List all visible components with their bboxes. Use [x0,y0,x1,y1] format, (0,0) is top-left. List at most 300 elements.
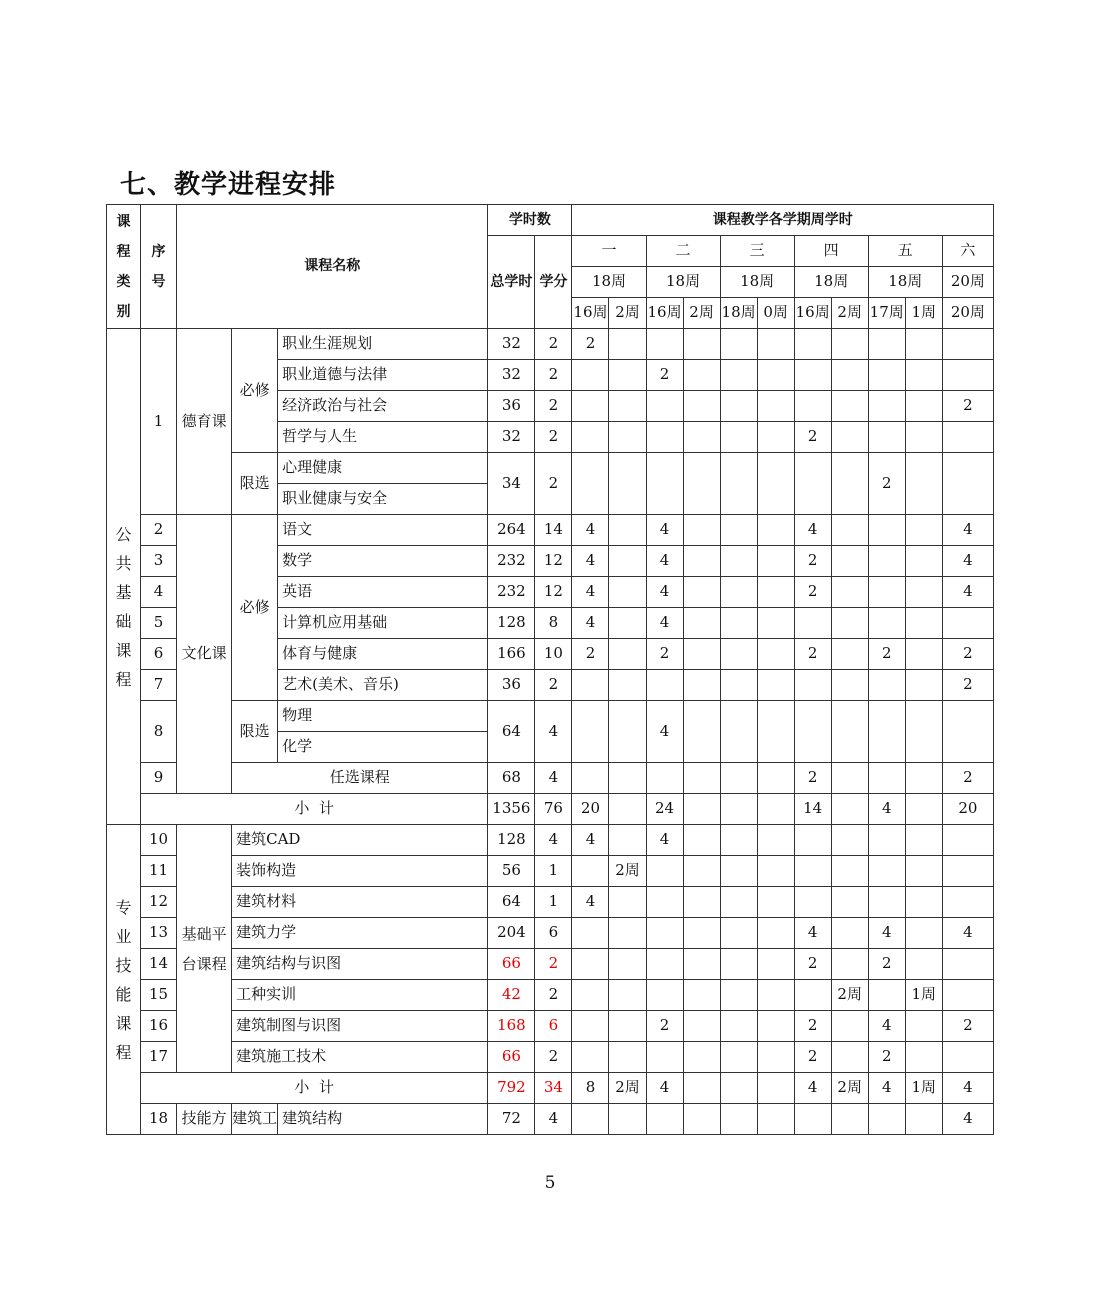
weekly-hours-cell [720,887,757,918]
semester-2: 二 [646,236,720,267]
weekly-hours-cell [868,546,905,577]
weekly-hours-cell [609,825,646,856]
row-index: 4 [141,577,177,608]
weekly-hours-cell [646,329,683,360]
weekly-hours-cell [757,794,794,825]
header-hours-group: 学时数 [488,205,572,236]
sub-weeks-cell: 16周 [572,298,609,329]
credits-cell: 2 [535,670,572,701]
credits-cell: 1 [535,856,572,887]
weekly-hours-cell [757,670,794,701]
credits-cell: 2 [535,329,572,360]
weekly-hours-cell: 2 [794,422,831,453]
weekly-hours-cell [683,577,720,608]
semester-weeks-1: 18周 [572,267,646,298]
weekly-hours-cell: 4 [646,608,683,639]
row-index: 6 [141,639,177,670]
weekly-hours-cell [831,1104,868,1135]
row-index: 5 [141,608,177,639]
total-hours-cell: 34 [488,453,535,515]
weekly-hours-cell [609,701,646,763]
weekly-hours-cell [831,546,868,577]
course-name: 建筑力学 [232,918,488,949]
credits-cell: 4 [535,701,572,763]
credits-cell: 12 [535,577,572,608]
limited-label: 限选 [232,701,278,763]
credits-cell: 1 [535,887,572,918]
weekly-hours-cell [683,608,720,639]
weekly-hours-cell [757,391,794,422]
weekly-hours-cell [831,918,868,949]
weekly-hours-cell [683,949,720,980]
weekly-hours-cell [831,360,868,391]
weekly-hours-cell: 4 [572,546,609,577]
weekly-hours-cell [868,577,905,608]
weekly-hours-cell: 2 [646,360,683,391]
subtotal-label: 小 计 [141,1073,488,1104]
sub-weeks-cell: 20周 [942,298,993,329]
weekly-hours-cell [720,329,757,360]
weekly-hours-cell: 2周 [831,980,868,1011]
weekly-hours-cell [572,1011,609,1042]
weekly-hours-cell [646,1104,683,1135]
weekly-hours-cell [683,670,720,701]
weekly-hours-cell [905,329,942,360]
credits-cell: 2 [535,980,572,1011]
course-name: 任选课程 [232,763,488,794]
course-name: 职业健康与安全 [278,484,488,515]
weekly-hours-cell [905,639,942,670]
semester-weeks-6: 20周 [942,267,993,298]
weekly-hours-cell [720,1042,757,1073]
weekly-hours-cell [905,453,942,515]
weekly-hours-cell [757,329,794,360]
total-hours-cell: 204 [488,918,535,949]
weekly-hours-cell [683,515,720,546]
weekly-hours-cell: 2 [794,1011,831,1042]
course-name: 建筑制图与识图 [232,1011,488,1042]
weekly-hours-cell [905,856,942,887]
row-index: 10 [141,825,177,856]
total-hours-cell: 56 [488,856,535,887]
weekly-hours-cell [609,887,646,918]
weekly-hours-cell [572,980,609,1011]
weekly-hours-cell [757,577,794,608]
weekly-hours-cell: 4 [942,1104,993,1135]
weekly-hours-cell [609,918,646,949]
weekly-hours-cell [609,1011,646,1042]
weekly-hours-cell [720,1011,757,1042]
weekly-hours-cell [905,391,942,422]
credits-cell: 4 [535,825,572,856]
weekly-hours-cell [683,453,720,515]
weekly-hours-cell [868,887,905,918]
weekly-hours-cell [794,670,831,701]
credits-cell: 4 [535,763,572,794]
total-hours-cell: 42 [488,980,535,1011]
weekly-hours-cell: 2 [794,546,831,577]
weekly-hours-cell [757,453,794,515]
weekly-hours-cell: 4 [868,794,905,825]
weekly-hours-cell [720,391,757,422]
page-number: 5 [544,1173,556,1193]
weekly-hours-cell [942,980,993,1011]
credits-cell: 34 [535,1073,572,1104]
weekly-hours-cell [572,1104,609,1135]
weekly-hours-cell: 1周 [905,980,942,1011]
weekly-hours-cell [905,794,942,825]
weekly-hours-cell: 2 [572,639,609,670]
total-hours-cell: 232 [488,546,535,577]
weekly-hours-cell [609,577,646,608]
weekly-hours-cell [905,577,942,608]
weekly-hours-cell [757,1073,794,1104]
weekly-hours-cell [905,918,942,949]
sub-weeks-cell: 17周 [868,298,905,329]
weekly-hours-cell [831,856,868,887]
weekly-hours-cell: 2 [942,670,993,701]
weekly-hours-cell [794,360,831,391]
course-name: 计算机应用基础 [278,608,488,639]
weekly-hours-cell: 14 [794,794,831,825]
weekly-hours-cell [720,546,757,577]
category-professional-skills: 专 业 技 能 课 程 [107,825,141,1135]
subtotal-label: 小 计 [141,794,488,825]
weekly-hours-cell [794,856,831,887]
header-category: 课 程 类 别 [107,205,141,329]
credits-cell: 2 [535,391,572,422]
weekly-hours-cell [757,856,794,887]
total-hours-cell: 32 [488,360,535,391]
credits-cell: 8 [535,608,572,639]
weekly-hours-cell [609,1104,646,1135]
weekly-hours-cell [794,825,831,856]
course-name: 建筑施工技术 [232,1042,488,1073]
weekly-hours-cell [831,577,868,608]
weekly-hours-cell [905,546,942,577]
weekly-hours-cell [905,763,942,794]
total-hours-cell: 66 [488,949,535,980]
semester-weeks-4: 18周 [794,267,868,298]
weekly-hours-cell [757,360,794,391]
weekly-hours-cell [757,918,794,949]
weekly-hours-cell [720,794,757,825]
weekly-hours-cell [757,515,794,546]
weekly-hours-cell: 2 [794,639,831,670]
weekly-hours-cell [868,980,905,1011]
credits-cell: 6 [535,1011,572,1042]
weekly-hours-cell [868,670,905,701]
semester-weeks-3: 18周 [720,267,794,298]
total-hours-cell: 64 [488,887,535,918]
weekly-hours-cell [646,887,683,918]
weekly-hours-cell: 2 [942,763,993,794]
weekly-hours-cell [572,453,609,515]
weekly-hours-cell [831,763,868,794]
total-hours-cell: 36 [488,391,535,422]
total-hours-cell: 64 [488,701,535,763]
weekly-hours-cell: 2 [868,639,905,670]
weekly-hours-cell: 2 [572,329,609,360]
weekly-hours-cell: 4 [868,1073,905,1104]
semester-5: 五 [868,236,942,267]
total-hours-cell: 72 [488,1104,535,1135]
sub-weeks-cell: 16周 [794,298,831,329]
weekly-hours-cell [683,856,720,887]
weekly-hours-cell [646,980,683,1011]
total-hours-cell: 168 [488,1011,535,1042]
weekly-hours-cell [831,1011,868,1042]
course-name: 职业生涯规划 [278,329,488,360]
weekly-hours-cell [683,887,720,918]
weekly-hours-cell [683,329,720,360]
row-index: 14 [141,949,177,980]
course-name: 英语 [278,577,488,608]
total-hours-cell: 166 [488,639,535,670]
weekly-hours-cell [905,422,942,453]
weekly-hours-cell [572,422,609,453]
course-name: 语文 [278,515,488,546]
row-index: 16 [141,1011,177,1042]
weekly-hours-cell [942,422,993,453]
weekly-hours-cell: 2 [868,949,905,980]
weekly-hours-cell [905,1042,942,1073]
weekly-hours-cell [942,360,993,391]
weekly-hours-cell: 20 [942,794,993,825]
weekly-hours-cell [683,825,720,856]
weekly-hours-cell [683,1042,720,1073]
weekly-hours-cell [757,763,794,794]
weekly-hours-cell [720,949,757,980]
course-name: 工种实训 [232,980,488,1011]
weekly-hours-cell [609,794,646,825]
credits-cell: 6 [535,918,572,949]
category-public-basic: 公 共 基 础 课 程 [107,329,141,825]
weekly-hours-cell: 2 [794,1042,831,1073]
weekly-hours-cell [831,515,868,546]
weekly-hours-cell [572,856,609,887]
teaching-schedule-table [106,204,994,1135]
weekly-hours-cell [831,825,868,856]
weekly-hours-cell [831,639,868,670]
total-hours-cell: 128 [488,825,535,856]
weekly-hours-cell [720,980,757,1011]
total-hours-cell: 128 [488,608,535,639]
weekly-hours-cell [868,329,905,360]
weekly-hours-cell: 2周 [609,856,646,887]
weekly-hours-cell: 2 [942,1011,993,1042]
sub-weeks-cell: 16周 [646,298,683,329]
weekly-hours-cell [942,453,993,515]
section-title: 七、教学进程安排 [120,170,337,200]
weekly-hours-cell [757,887,794,918]
weekly-hours-cell: 8 [572,1073,609,1104]
weekly-hours-cell: 2周 [609,1073,646,1104]
weekly-hours-cell [942,608,993,639]
header-total-hours: 总学时 [488,236,535,329]
weekly-hours-cell [572,391,609,422]
weekly-hours-cell: 4 [646,701,683,763]
weekly-hours-cell [609,360,646,391]
credits-cell: 14 [535,515,572,546]
weekly-hours-cell [831,608,868,639]
weekly-hours-cell [646,1042,683,1073]
row-index: 3 [141,546,177,577]
weekly-hours-cell [646,856,683,887]
sub-weeks-cell: 0周 [757,298,794,329]
weekly-hours-cell [905,670,942,701]
weekly-hours-cell [609,391,646,422]
weekly-hours-cell [905,1104,942,1135]
weekly-hours-cell [942,856,993,887]
weekly-hours-cell [572,360,609,391]
row-index: 2 [141,515,177,546]
weekly-hours-cell: 4 [572,825,609,856]
credits-cell: 10 [535,639,572,670]
weekly-hours-cell [683,980,720,1011]
row-index: 18 [141,1104,177,1135]
row-index: 15 [141,980,177,1011]
weekly-hours-cell [905,515,942,546]
course-name: 经济政治与社会 [278,391,488,422]
weekly-hours-cell: 4 [572,515,609,546]
weekly-hours-cell [757,1042,794,1073]
weekly-hours-cell [720,422,757,453]
weekly-hours-cell [683,639,720,670]
weekly-hours-cell [683,546,720,577]
course-subtype: 建筑工 [232,1104,278,1135]
weekly-hours-cell: 2 [868,1042,905,1073]
course-type-culture: 文化课 [177,515,232,794]
total-hours-cell: 792 [488,1073,535,1104]
weekly-hours-cell [794,329,831,360]
weekly-hours-cell [757,949,794,980]
weekly-hours-cell [831,1042,868,1073]
weekly-hours-cell [868,701,905,763]
weekly-hours-cell: 4 [646,577,683,608]
weekly-hours-cell [646,670,683,701]
weekly-hours-cell: 4 [794,515,831,546]
weekly-hours-cell [868,1104,905,1135]
credits-cell: 2 [535,1042,572,1073]
weekly-hours-cell [942,887,993,918]
header-credits: 学分 [535,236,572,329]
weekly-hours-cell [720,1104,757,1135]
weekly-hours-cell [868,856,905,887]
weekly-hours-cell [794,1104,831,1135]
row-index: 9 [141,763,177,794]
credits-cell: 76 [535,794,572,825]
credits-cell: 2 [535,360,572,391]
weekly-hours-cell [720,360,757,391]
weekly-hours-cell [609,546,646,577]
weekly-hours-cell [757,608,794,639]
weekly-hours-cell [757,1104,794,1135]
weekly-hours-cell: 4 [646,546,683,577]
weekly-hours-cell [609,1042,646,1073]
row-index: 12 [141,887,177,918]
weekly-hours-cell [720,701,757,763]
total-hours-cell: 32 [488,422,535,453]
weekly-hours-cell [831,391,868,422]
weekly-hours-cell [905,1011,942,1042]
weekly-hours-cell [683,1011,720,1042]
total-hours-cell: 1356 [488,794,535,825]
weekly-hours-cell: 4 [572,608,609,639]
weekly-hours-cell: 4 [942,546,993,577]
weekly-hours-cell [831,329,868,360]
weekly-hours-cell: 4 [646,515,683,546]
required-label: 必修 [232,515,278,701]
weekly-hours-cell [942,329,993,360]
weekly-hours-cell [720,453,757,515]
weekly-hours-cell [831,701,868,763]
weekly-hours-cell: 2 [646,1011,683,1042]
weekly-hours-cell [757,422,794,453]
header-weekly-group: 课程教学各学期周学时 [572,205,994,236]
header-course-name: 课程名称 [177,205,488,329]
weekly-hours-cell [905,825,942,856]
semester-1: 一 [572,236,646,267]
weekly-hours-cell [572,918,609,949]
weekly-hours-cell [720,918,757,949]
weekly-hours-cell: 4 [794,918,831,949]
semester-3: 三 [720,236,794,267]
weekly-hours-cell: 24 [646,794,683,825]
credits-cell: 4 [535,1104,572,1135]
weekly-hours-cell: 2 [794,577,831,608]
weekly-hours-cell: 2 [794,763,831,794]
course-name: 心理健康 [278,453,488,484]
weekly-hours-cell [720,577,757,608]
weekly-hours-cell [609,763,646,794]
weekly-hours-cell [757,639,794,670]
weekly-hours-cell: 4 [794,1073,831,1104]
weekly-hours-cell [794,980,831,1011]
weekly-hours-cell [868,515,905,546]
weekly-hours-cell [757,980,794,1011]
weekly-hours-cell [609,515,646,546]
weekly-hours-cell [868,360,905,391]
weekly-hours-cell [757,546,794,577]
weekly-hours-cell [720,639,757,670]
row-index: 1 [141,329,177,515]
semester-4: 四 [794,236,868,267]
weekly-hours-cell [794,701,831,763]
weekly-hours-cell [609,608,646,639]
weekly-hours-cell: 2 [646,639,683,670]
weekly-hours-cell: 4 [868,1011,905,1042]
weekly-hours-cell [683,1073,720,1104]
weekly-hours-cell: 1周 [905,1073,942,1104]
weekly-hours-cell: 4 [572,577,609,608]
total-hours-cell: 36 [488,670,535,701]
course-name: 物理 [278,701,488,732]
weekly-hours-cell [683,763,720,794]
course-name: 化学 [278,732,488,763]
course-type: 技能方 [177,1104,232,1135]
sub-weeks-cell: 2周 [831,298,868,329]
course-name: 哲学与人生 [278,422,488,453]
weekly-hours-cell [609,453,646,515]
weekly-hours-cell [683,422,720,453]
weekly-hours-cell [683,391,720,422]
weekly-hours-cell [757,825,794,856]
weekly-hours-cell: 4 [646,825,683,856]
weekly-hours-cell [683,360,720,391]
weekly-hours-cell [942,949,993,980]
weekly-hours-cell: 4 [942,577,993,608]
